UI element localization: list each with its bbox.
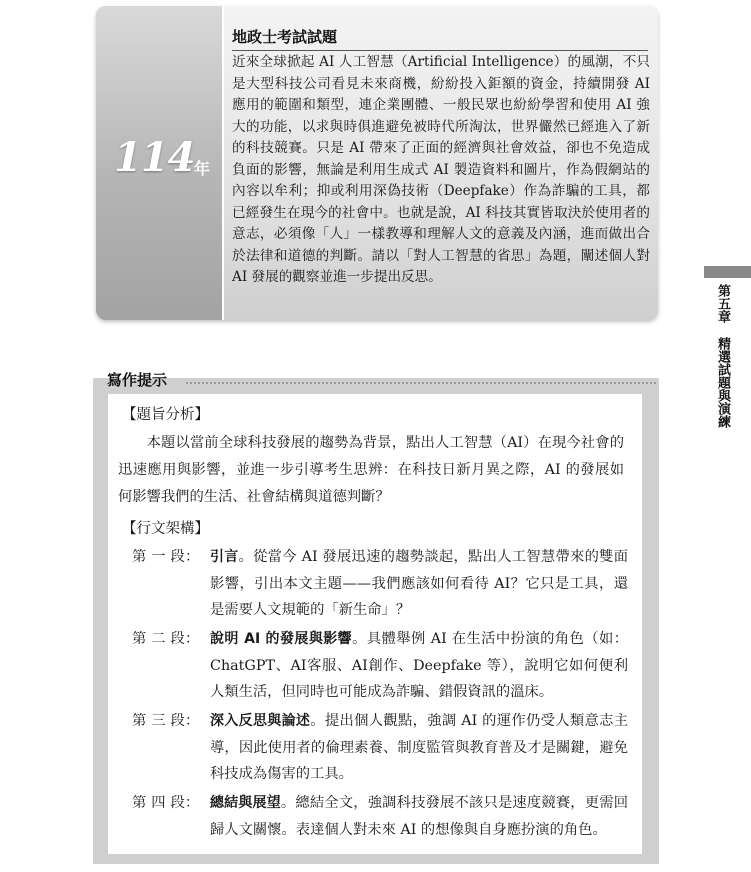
segment-4 <box>132 790 628 843</box>
segment-3 <box>132 708 628 788</box>
structure-heading: 【行文架構】 <box>122 521 209 537</box>
segment-2 <box>132 626 628 706</box>
analysis-heading: 【題旨分析】 <box>122 407 209 423</box>
segment-text: 。提出個人觀點，強調 AI 的運作仍受人類意志主導，因此使用者的倫理素養、制度監管與教育普及才是關鍵，避免科技成為傷害的工具。 <box>210 713 628 782</box>
chapter-section: 精選試題與演練 <box>715 337 730 428</box>
segment-label: 第 三 段： <box>132 713 200 729</box>
segment-keyword: 說明 AI 的發展與影響 <box>210 631 353 647</box>
question-title: 地政士考試試題 <box>232 28 338 46</box>
exam-question-card <box>96 6 658 320</box>
year-number: 114 <box>114 134 195 181</box>
year-panel <box>96 6 224 320</box>
chapter-number: 第五章 <box>715 284 730 323</box>
writing-hints-label: 寫作提示 <box>107 371 168 389</box>
segment-text: 。總結全文，強調科技發展不該只是速度競賽，更需回歸人文關懷。表達個人對未來 AI 的想像與自身應扮演的角色。 <box>210 795 629 838</box>
question-body <box>224 6 658 320</box>
title-divider <box>232 50 648 51</box>
segment-label: 第 一 段： <box>132 549 200 565</box>
chapter-side-label <box>708 284 730 428</box>
year-unit: 年 <box>194 159 211 178</box>
dotted-rule <box>186 382 656 384</box>
segment-keyword: 深入反思與論述 <box>210 713 311 729</box>
segment-1 <box>132 544 628 624</box>
segment-text: 。從當今 AI 發展迅速的趨勢談起，點出人工智慧帶來的雙面影響，引出本文主題——我們應該如何看待 AI？它只是工具，還是需要人文規範的「新生命」？ <box>210 549 629 618</box>
segment-keyword: 總結與展望 <box>210 795 281 811</box>
analysis-paragraph: 本題以當前全球科技發展的趨勢為背景，點出人工智慧（AI）在現今社會的迅速應用與影響，並進一步引導考生思辨：在科技日新月異之際，AI 的發展如何影響我們的生活、社會結構與道德判斷？ <box>118 435 624 505</box>
chapter-tab-marker <box>704 266 751 278</box>
segment-text: 。具體舉例 AI 在生活中扮演的角色（如：ChatGPT、AI客服、AI創作、Deepfake 等），說明它如何便利人類生活，但同時也可能成為詐騙、錯假資訊的溫床。 <box>210 631 629 700</box>
segment-keyword: 引言 <box>210 549 239 565</box>
segment-label: 第 四 段： <box>132 795 200 811</box>
segment-label: 第 二 段： <box>132 631 200 647</box>
question-prompt: 近來全球掀起 AI 人工智慧（Artificial Intelligence）的風潮，不只是大型科技公司看見未來商機，紛紛投入鉅額的資金，持續開發 AI 應用的範圍和類型，連企業團體、一般民眾也紛紛學習和使用 AI 強大的功能，以求與時俱進避免被時代所淘汰，世界儼然已經進入了新的科技競賽。只是 AI 帶來了正面的經濟與社會效益，卻也不免造成負面的影響，無論是利用生成式 AI 製造資料和圖片，作為假網站的內容以牟利；抑或利用深偽技術（Deepfake）作為詐騙的工具，都已經發生在現今的社會中。也就是說，AI 科技其實皆取決於使用者的意志，必須像「人」一樣教導和理解人文的意義及內涵，進而做出合於法律和道德的判斷。請以「對人工智慧的省思」為題，闡述個人對 AI 發展的觀察並進一步提出反思。 <box>232 54 650 285</box>
